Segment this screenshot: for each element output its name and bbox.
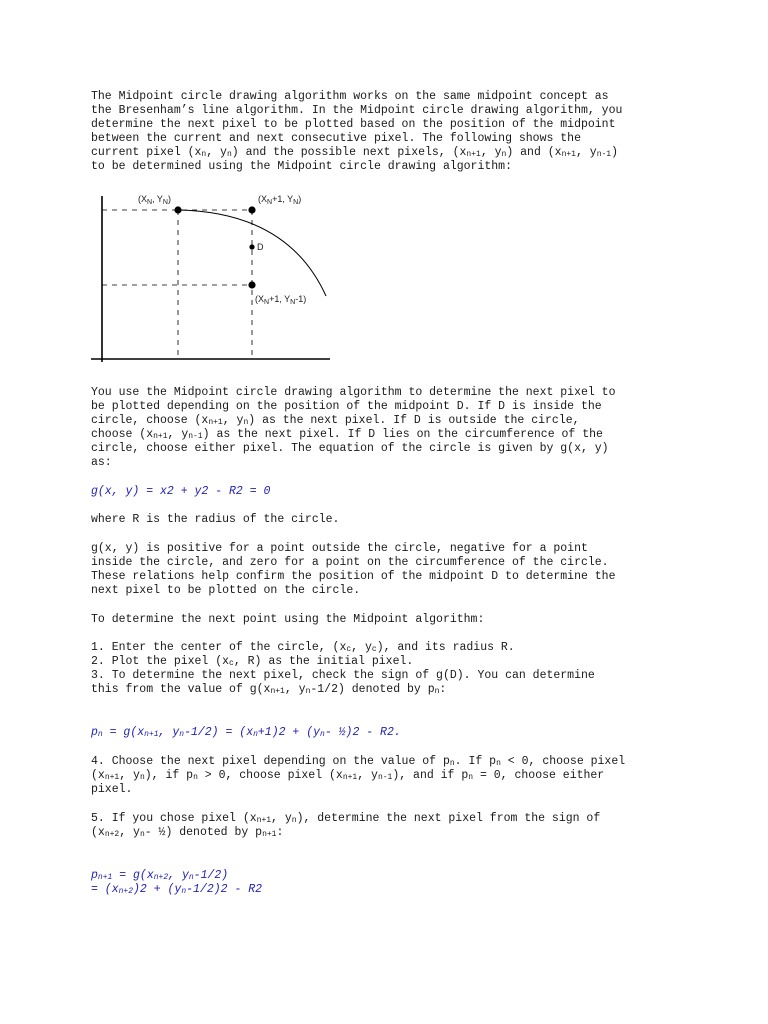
text-line: determine the next pixel to be plotted based on the position of the midpoint (91, 118, 616, 131)
lower-pixel-point (248, 281, 255, 288)
next-parameter-formula (91, 869, 691, 897)
text-line: These relations help confirm the position of the midpoint D to determine the (91, 570, 616, 583)
intro-paragraph (91, 90, 691, 174)
text-line: between the current and next consecutive pixel. The following shows the (91, 132, 581, 145)
text-line: choose ($x_{n+1}$, $y_{n-1}$) as the next pixel. If D lies on the circumference of the (91, 428, 603, 441)
steps-list (91, 641, 691, 697)
label-lower-pixel: ($X_N+1$, $Y_N-1$) (255, 294, 307, 306)
text-line: circle, choose either pixel. The equation of the circle is given by g(x, y) (91, 442, 609, 455)
text-line: circle, choose ($x_{n+1}$, $y_n$) as the next pixel. If D is outside the circle, (91, 414, 580, 427)
step-1: 1. Enter the center of the circle, ($x_c$, $y_c$), and its radius R. (91, 641, 515, 654)
text-line: ($x_{n+1}$, $y_n$), if $p_n > 0$, choose pixel ($x_{n+1}$, $y_{n-1}$), and if $p_n = 0$, choose either (91, 769, 605, 782)
sign-paragraph (91, 542, 691, 598)
label-current-pixel: ($X_N$, $Y_N$) (138, 194, 171, 206)
text-line: g(x, y) is positive for a point outside the circle, negative for a point (91, 542, 588, 555)
text-line: ($x_{n+2}$, $y_n-$ ½) denoted by $p_{n+1}$: (91, 826, 284, 839)
formula-line: $p_{n+1} = g(x_{n+2}$, $y_n-1/2$) (91, 869, 229, 882)
decision-parameter-formula: $p_n = g(x_{n+1}$, $y_n-1/2) = (x_n+1)2 + (y_n-$ ½)2 - R2. (91, 726, 401, 739)
radius-note: where R is the radius of the circle. (91, 513, 340, 526)
text-line: be plotted depending on the position of the midpoint D. If D is inside the (91, 400, 602, 413)
text-line: 5. If you chose pixel ($x_{n+1}$, $y_n$), determine the next pixel from the sign of (91, 812, 601, 825)
text-line: next pixel to be plotted on the circle. (91, 584, 361, 597)
next-pixel-point (248, 206, 255, 213)
step-5 (91, 812, 691, 840)
step-2: 2. Plot the pixel ($x_c$, R) as the initial pixel. (91, 655, 414, 668)
text-line: the Bresenham’s line algorithm. In the Midpoint circle drawing algorithm, you (91, 104, 623, 117)
midpoint-d (249, 244, 254, 249)
text-line: inside the circle, and zero for a point on the circumference of the circle. (91, 556, 609, 569)
step-3: 3. To determine the next pixel, check the sign of g(D). You can determine (91, 669, 595, 682)
text-line: 4. Choose the next pixel depending on the value of $p_n$. If $p_n < 0$, choose pixel (91, 755, 626, 768)
current-pixel-point (174, 206, 181, 213)
text-line: You use the Midpoint circle drawing algorithm to determine the next pixel to (91, 386, 616, 399)
steps-intro: To determine the next point using the Midpoint algorithm: (91, 613, 485, 626)
step-3-cont: this from the value of $g(x_{n+1}$, $y_n-1/2$) denoted by $p_n$: (91, 683, 447, 696)
text-line: as: (91, 456, 112, 469)
text-line: The Midpoint circle drawing algorithm works on the same midpoint concept as (91, 90, 609, 103)
text-line: pixel. (91, 783, 133, 796)
decision-paragraph (91, 386, 691, 470)
formula-line: = $(x_{n+2})2 + (y_n-1/2)2 - R2$ (91, 883, 263, 896)
midpoint-circle-diagram (88, 188, 338, 368)
text-line: to be determined using the Midpoint circle drawing algorithm: (91, 160, 512, 173)
label-next-pixel: ($X_N+1$, $Y_N$) (258, 194, 302, 206)
label-midpoint: D (257, 242, 264, 252)
step-4 (91, 755, 691, 797)
circle-equation: g(x, y) = x2 + y2 - R2 = 0 (91, 485, 271, 498)
text-line: current pixel ($x_n$, $y_n$) and the possible next pixels, ($x_{n+1}$, $y_n$) and ($x_{n+1}$, $y_{n-1}$) (91, 146, 618, 159)
